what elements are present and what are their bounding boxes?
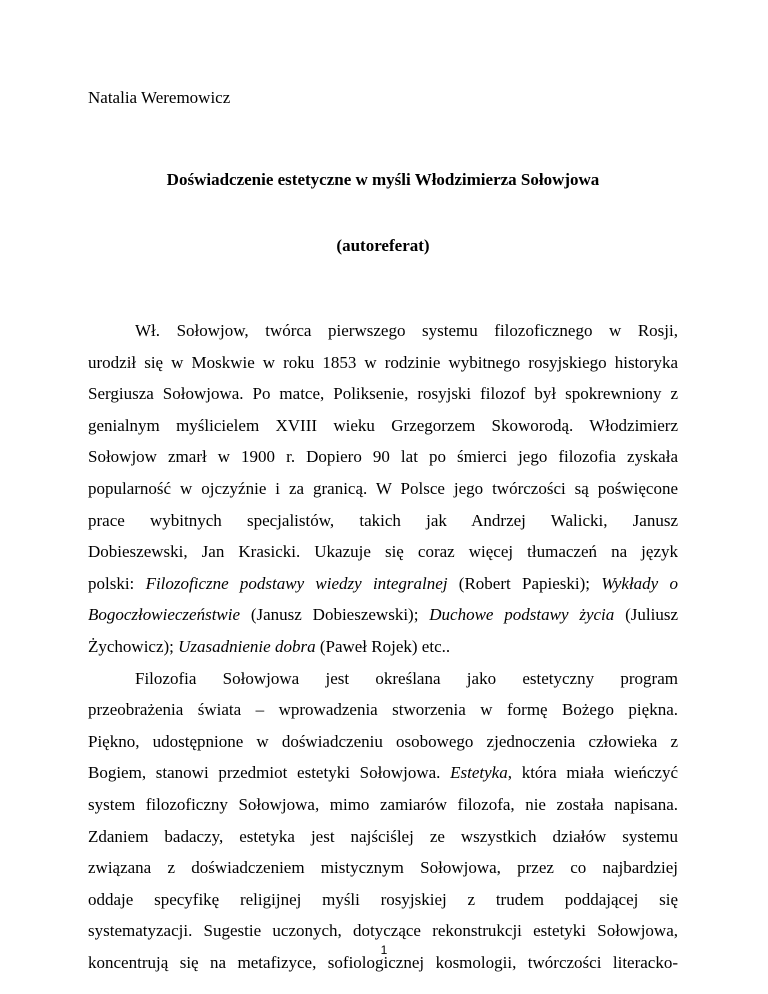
book-title: Uzasadnienie dobra — [178, 636, 316, 656]
paragraph-1-line-7: prace wybitnych specjalistów, takich jak Andrzej Walicki, Janusz — [88, 510, 678, 530]
paragraph-2-line-4 — [88, 757, 678, 789]
book-title: Wykłady o — [601, 573, 678, 593]
paragraph-1-line-1: Wł. Sołowjow, twórca pierwszego systemu filozoficznego w Rosji, — [135, 321, 678, 340]
paragraph-2-line-10: koncentrują się na metafizyce, sofiologicznej kosmologii, twórczości literacko- — [88, 952, 678, 972]
paragraph-2-line-5: system filozoficzny Sołowjowa, mimo zamiarów filozofa, nie została napisana. — [88, 794, 678, 814]
book-title: Duchowe podstawy życia — [429, 605, 615, 625]
document-subtitle: (autoreferat) — [336, 236, 430, 255]
text-span: Bogiem, stanowi przedmiot estetyki Sołowjowa. — [88, 763, 451, 783]
text-span: (Janusz Dobieszewski); — [240, 605, 430, 625]
book-title: Filozoficzne podstawy wiedzy integralnej — [145, 573, 448, 593]
paragraph-2-line-8: oddaje specyfikę religijnej myśli rosyjskiej z trudem poddającej się — [88, 889, 678, 909]
work-title: Estetyka — [450, 763, 508, 783]
text-span: (Juliusz — [614, 605, 678, 625]
document-title: Doświadczenie estetyczne w myśli Włodzimierza Sołowjowa — [166, 170, 600, 189]
paragraph-1-line-6: popularność w ojczyźnie i za granicą. W Polsce jego twórczości są poświęcone — [88, 478, 678, 498]
paragraph-1-line-4: genialnym myślicielem XVIII wieku Grzegorzem Skoworodą. Włodzimierz — [88, 415, 678, 435]
paragraph-2-line-7: związana z doświadczeniem mistycznym Sołowjowa, przez co najbardziej — [88, 858, 678, 878]
text-span: polski: — [88, 573, 146, 593]
paragraph-2-line-2: przeobrażenia świata – wprowadzenia stworzenia w formę Bożego piękna. — [88, 700, 678, 720]
paragraph-2-line-1: Filozofia Sołowjowa jest określana jako estetyczny program — [135, 668, 678, 688]
text-span: Żychowicz); — [88, 636, 179, 656]
body-text — [88, 315, 678, 978]
paragraph-1-line-11 — [88, 631, 678, 663]
text-span: (Robert Papieski); — [447, 573, 602, 593]
paragraph-2-line-9: systematyzacji. Sugestie uczonych, dotyczące rekonstrukcji estetyki Sołowjowa, — [88, 921, 678, 941]
paragraph-1-line-3: Sergiusza Sołowjowa. Po matce, Poliksenie, rosyjski filozof był spokrewniony z — [88, 384, 678, 404]
book-title: Bogoczłowieczeństwie — [88, 605, 241, 625]
text-span: (Paweł Rojek) etc.. — [315, 636, 451, 656]
paragraph-2-line-6: Zdaniem badaczy, estetyka jest najściślej ze wszystkich działów systemu — [88, 826, 678, 846]
paragraph-2-line-3: Piękno, udostępnione w doświadczeniu osobowego zjednoczenia człowieka z — [88, 731, 678, 751]
paragraph-1-line-5: Sołowjow zmarł w 1900 r. Dopiero 90 lat po śmierci jego filozofia zyskała — [88, 447, 678, 467]
text-span: , która miała wieńczyć — [507, 763, 679, 783]
paragraph-1-line-9 — [88, 568, 678, 600]
paragraph-1-line-8: Dobieszewski, Jan Krasicki. Ukazuje się coraz więcej tłumaczeń na język — [88, 542, 678, 562]
author-name: Natalia Weremowicz — [88, 88, 231, 107]
paragraph-1-line-2: urodził się w Moskwie w roku 1853 w rodzinie wybitnego rosyjskiego historyka — [88, 352, 678, 372]
paragraph-1-line-10 — [88, 599, 678, 631]
page-number: 1 — [380, 943, 388, 957]
